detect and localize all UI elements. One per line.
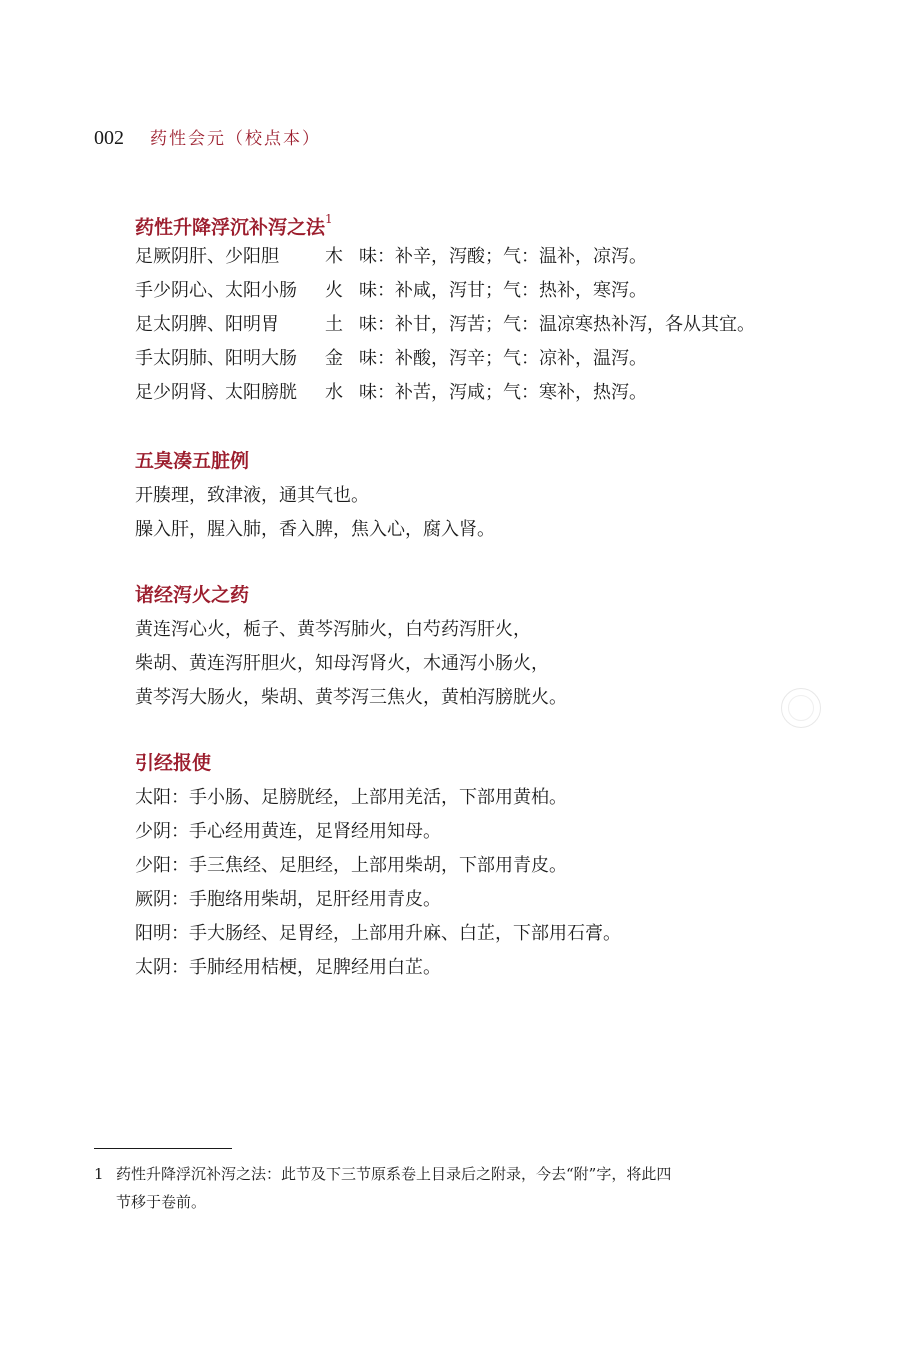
text-line: 臊入肝，腥入肺，香入脾，焦入心，腐入肾。 (135, 519, 495, 540)
section-five-odors (135, 443, 495, 547)
meridian-cell: 足厥阴肝、少阳胆 (135, 246, 279, 267)
footnote-line-continued: 节移于卷前。 (116, 1193, 207, 1211)
section-fire-draining (135, 577, 567, 715)
footnote-line (94, 1160, 774, 1188)
section-meridian-guides (135, 745, 621, 985)
text-line: 厥阴：手胞络用柴胡，足肝经用青皮。 (135, 889, 441, 910)
footnote-divider (94, 1148, 232, 1149)
section-title: 诸经泻火之药 (135, 584, 250, 606)
text-line: 太阴：手肺经用桔梗，足脾经用白芷。 (135, 957, 441, 978)
text-line: 开腠理，致津液，通其气也。 (135, 485, 369, 506)
element-cell: 水 (325, 382, 343, 403)
section-ascending-descending (135, 204, 755, 410)
element-cell: 金 (325, 348, 343, 369)
footnote-ref[interactable]: 1 (325, 212, 333, 226)
table-row (135, 376, 755, 410)
table-row (135, 274, 755, 308)
watermark-seal-inner (788, 695, 814, 721)
meridian-cell: 手太阴肺、阳明大肠 (135, 348, 297, 369)
section-title: 引经报使 (135, 752, 212, 774)
text-line: 柴胡、黄连泻肝胆火，知母泻肾火，木通泻小肠火， (135, 653, 549, 674)
text-line: 黄连泻心火，栀子、黄芩泻肺火，白芍药泻肝火， (135, 619, 531, 640)
footnote (94, 1160, 774, 1216)
text-line: 阳明：手大肠经、足胃经，上部用升麻、白芷，下部用石膏。 (135, 923, 621, 944)
meridian-cell: 手少阴心、太阳小肠 (135, 280, 297, 301)
text-line: 少阴：手心经用黄连，足肾经用知母。 (135, 821, 441, 842)
section-title: 五臭凑五脏例 (135, 450, 250, 472)
table-row (135, 308, 755, 342)
element-cell: 土 (325, 314, 343, 335)
taste-cell: 味：补酸，泻辛；气：凉补，温泻。 (359, 348, 647, 369)
taste-cell: 味：补咸，泻甘；气：热补，寒泻。 (359, 280, 647, 301)
meridian-cell: 足少阴肾、太阳膀胱 (135, 382, 297, 403)
meridian-cell: 足太阴脾、阳明胃 (135, 314, 279, 335)
watermark-seal (781, 688, 821, 728)
text-line: 黄芩泻大肠火，柴胡、黄芩泻三焦火，黄柏泻膀胱火。 (135, 687, 567, 708)
running-header (94, 124, 321, 154)
taste-cell: 味：补甘，泻苦；气：温凉寒热补泻，各从其宜。 (359, 314, 755, 335)
page-number: 002 (94, 127, 124, 149)
taste-cell: 味：补苦，泻咸；气：寒补，热泻。 (359, 382, 647, 403)
table-row (135, 342, 755, 376)
section-title: 药性升降浮沉补泻之法$^1$ (135, 212, 333, 239)
element-cell: 火 (325, 280, 343, 301)
text-line: 太阳：手小肠、足膀胱经，上部用羌活，下部用黄柏。 (135, 787, 567, 808)
footnote-text: 药性升降浮沉补泻之法：此节及下三节原系卷上目录后之附录，今去“附”字，将此四 (116, 1165, 672, 1183)
book-title: 药性会元（校点本） (150, 129, 321, 149)
text-line: 少阳：手三焦经、足胆经，上部用柴胡，下部用青皮。 (135, 855, 567, 876)
table-row (135, 240, 755, 274)
taste-cell: 味：补辛，泻酸；气：温补，凉泻。 (359, 246, 647, 267)
element-cell: 木 (325, 246, 343, 267)
footnote-number: 1 (94, 1165, 104, 1183)
